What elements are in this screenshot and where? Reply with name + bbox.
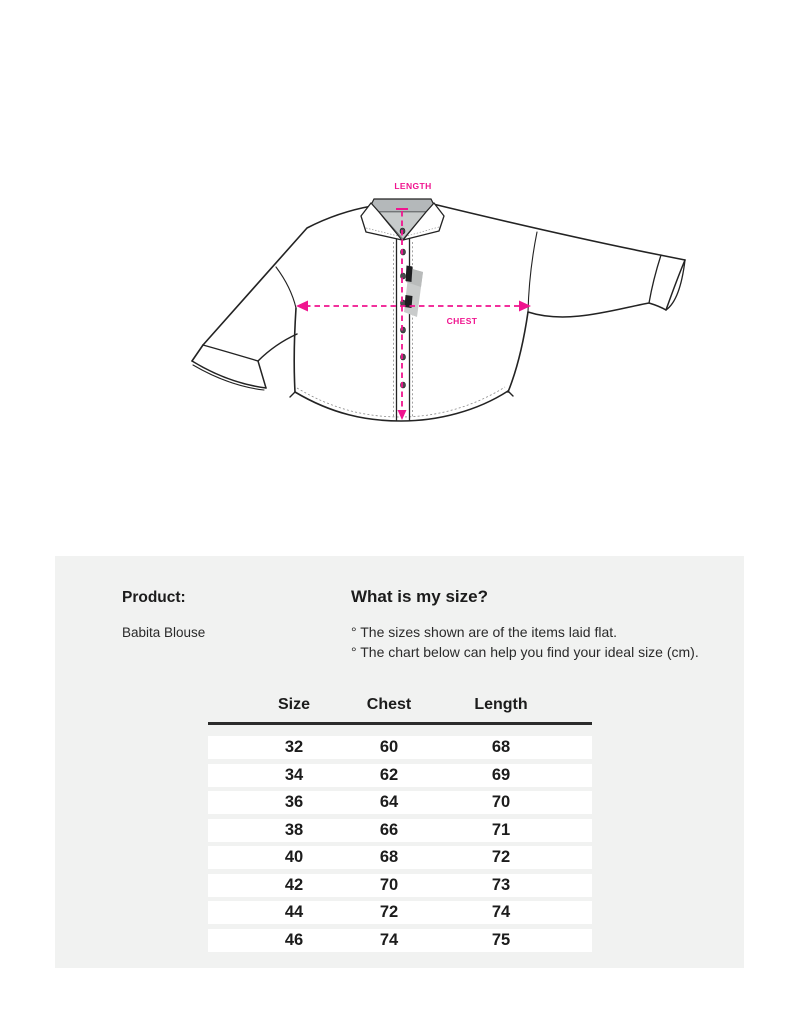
table-cell: 69 (491, 765, 511, 784)
table-cell: 71 (491, 820, 511, 839)
table-cell: 68 (491, 738, 511, 756)
blouse-line-art (192, 199, 685, 421)
table-row (208, 929, 592, 952)
table-row (208, 846, 592, 869)
table-cell: 46 (284, 930, 304, 949)
table-cell: 74 (491, 903, 511, 921)
column-header-size: Size (277, 696, 311, 713)
table-cell: 72 (491, 848, 511, 866)
table-cell: 75 (491, 930, 511, 949)
chest-label: CHEST (446, 316, 478, 326)
table-cell: 70 (379, 875, 399, 894)
column-header-length: Length (474, 696, 528, 713)
table-row (208, 736, 592, 759)
size-table (208, 696, 592, 949)
table-cell: 34 (284, 765, 304, 784)
table-cell: 62 (379, 765, 399, 784)
table-cell: 38 (284, 820, 304, 839)
table-row (208, 874, 592, 897)
hang-tag-icon (404, 266, 423, 318)
table-cell: 32 (284, 738, 304, 756)
size-question-heading: What is my size? (351, 587, 488, 606)
table-cell: 60 (379, 738, 399, 756)
length-label: LENGTH (394, 181, 432, 191)
size-table-body (208, 736, 592, 956)
table-cell: 64 (379, 793, 399, 811)
table-cell: 36 (284, 793, 304, 811)
table-row (208, 819, 592, 842)
table-cell: 74 (379, 930, 399, 949)
table-row (208, 791, 592, 814)
size-note: ° The sizes shown are of the items laid flat. (351, 624, 618, 640)
size-info-panel (55, 556, 744, 968)
size-notes (351, 622, 699, 662)
product-name: Babita Blouse (122, 625, 206, 640)
table-row (208, 764, 592, 787)
table-cell: 73 (491, 875, 511, 894)
table-row (208, 901, 592, 924)
column-header-chest: Chest (366, 696, 412, 713)
table-cell: 42 (284, 875, 304, 894)
table-cell: 68 (379, 848, 399, 866)
table-cell: 66 (379, 820, 399, 839)
size-table-header (208, 696, 592, 714)
length-measure-arrow (396, 209, 408, 420)
button-placket (394, 228, 413, 420)
product-heading: Product: (122, 589, 186, 606)
table-cell: 44 (284, 903, 304, 921)
table-cell: 70 (491, 793, 511, 811)
table-cell: 72 (379, 903, 399, 921)
size-note: ° The chart below can help you find your ideal size (cm). (351, 644, 699, 660)
table-header-rule (208, 722, 592, 725)
table-cell: 40 (284, 848, 304, 866)
